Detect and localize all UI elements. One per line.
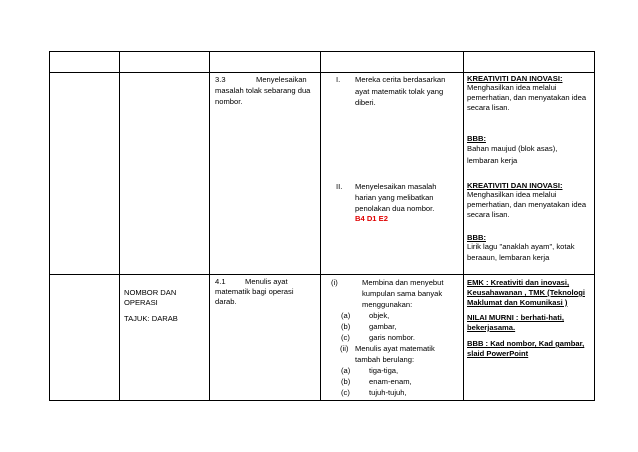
item-I-line1: Mereka cerita berdasarkan — [355, 75, 446, 84]
emk-line2: Keusahawanan , TMK (Teknologi — [467, 288, 585, 297]
standard-text: Menulis ayat — [245, 277, 288, 286]
subitem-ii-b — [341, 377, 412, 387]
item-i-line2: kumpulan sama banyak — [362, 289, 443, 298]
subitem-text: objek, — [369, 311, 390, 320]
col-border-4 — [463, 51, 464, 401]
item-marker-i: (i) — [331, 278, 338, 287]
bbb-resources-line2: slaid PowerPoint — [467, 349, 529, 358]
subitem-marker: (c) — [341, 333, 350, 342]
subitem-marker: (b) — [341, 377, 351, 386]
topic-line2: OPERASI — [124, 298, 158, 307]
standard-number: 4.1 — [215, 277, 226, 286]
subitem-text: gambar, — [369, 322, 397, 331]
bbb-resources-line1: BBB : Kad nombor, Kad gambar, — [467, 339, 585, 348]
emk-line3: Maklumat dan Komunikasi ) — [467, 298, 568, 307]
standard-3-3-line2: masalah tolak sebarang dua — [215, 86, 311, 95]
col-border-left — [49, 51, 50, 401]
row-divider — [49, 274, 595, 275]
subitem-i-b — [341, 322, 396, 332]
item-marker-I: I. — [336, 75, 341, 84]
kreativiti-b-line1: Menghasilkan idea melalui — [467, 190, 557, 199]
bbb-a-line2: lembaran kerja — [467, 156, 518, 165]
item-II-line1: Menyelesaikan masalah — [355, 182, 437, 191]
topic-line1: NOMBOR DAN — [124, 288, 177, 297]
item-II-line3: penolakan dua nombor. — [355, 204, 435, 213]
subitem-i-a — [341, 311, 389, 321]
subitem-text: tiga-tiga, — [369, 366, 399, 375]
item-I-line3: diberi. — [355, 98, 376, 107]
standard-3-3-line3: nombor. — [215, 97, 243, 106]
kreativiti-heading-b: KREATIVITI DAN INOVASI: — [467, 181, 563, 190]
bbb-a-line1: Bahan maujud (blok asas), — [467, 144, 558, 153]
item-marker-ii: (ii) — [340, 344, 349, 353]
item-ii-line1: Menulis ayat matematik — [355, 344, 435, 353]
bbb-heading-a: BBB: — [467, 134, 486, 143]
col-border-3 — [320, 51, 321, 401]
kreativiti-b-line2: pemerhatian, dan menyatakan idea — [467, 200, 587, 209]
bbb-b-line1: Lirik lagu "anaklah ayam", kotak — [467, 242, 575, 251]
assessment-codes: B4 D1 E2 — [355, 214, 388, 223]
kreativiti-b-line3: secara lisan. — [467, 210, 510, 219]
standard-4-1-line3: darab. — [215, 297, 237, 306]
table-bottom-border — [49, 400, 595, 401]
subitem-text: tujuh-tujuh, — [369, 388, 407, 397]
standard-text: Menyelesaikan — [256, 75, 307, 84]
subitem-ii-a — [341, 366, 398, 376]
table-top-border — [49, 51, 595, 52]
kreativiti-a-line3: secara lisan. — [467, 103, 510, 112]
item-marker-II: II. — [336, 182, 343, 191]
standard-number: 3.3 — [215, 75, 226, 84]
col-border-2 — [209, 51, 210, 401]
bbb-b-line2: beraaun, lembaran kerja — [467, 253, 550, 262]
subitem-i-c — [341, 333, 415, 343]
item-i-line1: Membina dan menyebut — [362, 278, 444, 287]
col-border-right — [594, 51, 595, 401]
item-ii-line2: tambah berulang: — [355, 355, 415, 364]
subitem-text: garis nombor. — [369, 333, 416, 342]
nilai-murni-line2: bekerjasama. — [467, 323, 516, 332]
subitem-marker: (a) — [341, 366, 351, 375]
standard-4-1-line1 — [215, 277, 288, 287]
subitem-text: enam-enam, — [369, 377, 412, 386]
subitem-marker: (b) — [341, 322, 351, 331]
emk-line1: EMK : Kreativiti dan inovasi, — [467, 278, 570, 287]
kreativiti-a-line2: pemerhatian, dan menyatakan idea — [467, 93, 587, 102]
header-row-bottom-border — [49, 72, 595, 73]
subitem-marker: (c) — [341, 388, 350, 397]
item-i-line3: menggunakan: — [362, 300, 413, 309]
col-border-1 — [119, 51, 120, 401]
nilai-murni-line1: NILAI MURNI : berhati-hati, — [467, 313, 565, 322]
kreativiti-heading-a: KREATIVITI DAN INOVASI: — [467, 74, 563, 83]
item-I-line2: ayat matematik tolak yang — [355, 87, 444, 96]
bbb-heading-b: BBB: — [467, 233, 486, 242]
subitem-marker: (a) — [341, 311, 351, 320]
standard-3-3-line1 — [215, 75, 307, 85]
kreativiti-a-line1: Menghasilkan idea melalui — [467, 83, 557, 92]
item-II-line2: harian yang melibatkan — [355, 193, 434, 202]
topic-title: TAJUK: DARAB — [124, 314, 178, 323]
standard-4-1-line2: matematik bagi operasi — [215, 287, 294, 296]
subitem-ii-c — [341, 388, 407, 398]
